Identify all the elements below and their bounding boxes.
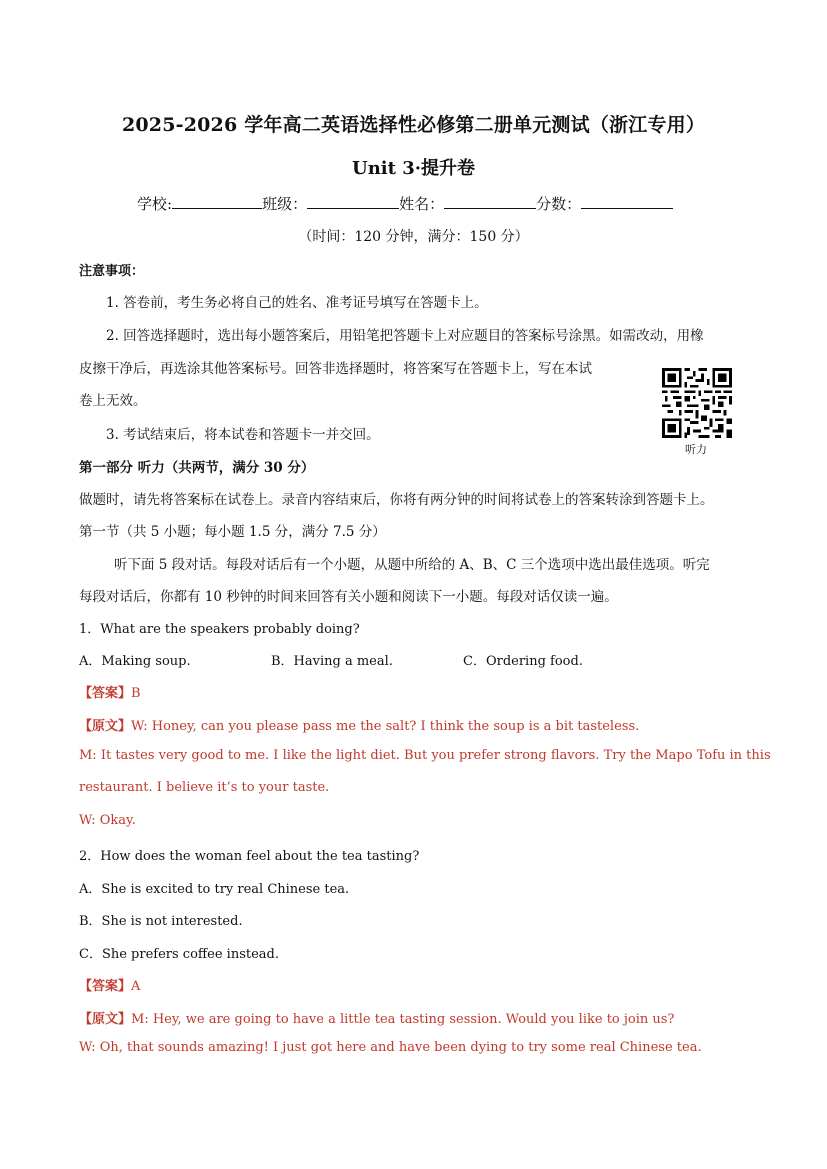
q1-option-b: B．Having a meal. xyxy=(271,654,393,669)
answer-value: A xyxy=(131,979,141,994)
note-item-2-line-3: 卷上无效。 xyxy=(79,393,147,409)
name-blank xyxy=(444,194,536,209)
transcript-label: 【原文】 xyxy=(79,719,132,734)
answer-value: B xyxy=(131,686,141,701)
question-1: 1．What are the speakers probably doing? xyxy=(79,622,360,637)
note-item-3: 3. 考试结束后，将本试卷和答题卡一并交回。 xyxy=(106,427,380,443)
notes-heading: 注意事项： xyxy=(79,264,145,279)
q2-transcript-line-2: W: Oh, that sounds amazing! I just got here and have been dying to try some real Chinese tea. xyxy=(79,1040,702,1055)
q2-answer xyxy=(79,975,140,994)
student-info-line xyxy=(137,193,673,214)
school-label: 学校: xyxy=(137,195,173,213)
q2-transcript-line-1 xyxy=(79,1008,674,1027)
q1-option-a: A．Making soup. xyxy=(79,654,191,669)
score-blank xyxy=(581,194,673,209)
q1-transcript-line-3: restaurant. I believe it’s to your taste. xyxy=(79,780,330,795)
q1-answer xyxy=(79,682,141,701)
page-title: 2025-2026 学年高二英语选择性必修第二册单元测试（浙江专用） xyxy=(121,114,706,136)
directions-line-2: 每段对话后，你都有 10 秒钟的时间来回答有关小题和阅读下一小题。每段对话仅读一遍。 xyxy=(79,589,618,605)
note-item-1: 1. 答卷前，考生务必将自己的姓名、准考证号填写在答题卡上。 xyxy=(106,295,488,311)
q1-transcript-line-4: W: Okay. xyxy=(79,813,136,828)
question-2: 2．How does the woman feel about the tea tasting? xyxy=(79,849,420,864)
note-item-2-line-2: 皮擦干净后，再选涂其他答案标号。回答非选择题时，将答案写在答题卡上，写在本试 xyxy=(79,361,592,377)
q1-option-c: C．Ordering food. xyxy=(463,654,583,669)
class-label: 班级： xyxy=(262,195,308,213)
q1-transcript-line-2: M: It tastes very good to me. I like the light diet. But you prefer strong flavors. Try the Mapo Tofu in this xyxy=(79,748,771,763)
q2-option-c: C．She prefers coffee instead. xyxy=(79,947,279,962)
transcript-text: M: Hey, we are going to have a little tea tasting session. Would you like to join us? xyxy=(131,1012,675,1027)
qr-code-label: 听力 xyxy=(685,443,707,456)
listening-qr-code[interactable] xyxy=(662,368,732,438)
class-blank xyxy=(307,194,399,209)
part1-heading: 第一部分 听力（共两节，满分 30 分） xyxy=(79,460,315,476)
q2-option-b: B．She is not interested. xyxy=(79,914,243,929)
q1-transcript-line-1 xyxy=(79,715,639,734)
transcript-label: 【原文】 xyxy=(79,1012,132,1027)
time-info: （时间：120 分钟，满分：150 分） xyxy=(298,229,529,245)
q2-option-a: A．She is excited to try real Chinese tea. xyxy=(79,882,350,897)
section1-heading: 第一节（共 5 小题；每小题 1.5 分，满分 7.5 分） xyxy=(79,524,386,540)
score-label: 分数： xyxy=(536,195,582,213)
directions-line-1: 听下面 5 段对话。每段对话后有一个小题，从题中所给的 A、B、C 三个选项中选出最佳选项。听完 xyxy=(114,557,710,573)
name-label: 姓名： xyxy=(399,195,445,213)
answer-label: 【答案】 xyxy=(79,686,132,701)
transcript-text: W: Honey, can you please pass me the salt? I think the soup is a bit tasteless. xyxy=(131,719,640,734)
note-item-2-line-1: 2. 回答选择题时，选出每小题答案后，用铅笔把答题卡上对应题目的答案标号涂黑。如需改动，用橡 xyxy=(106,328,704,344)
school-blank xyxy=(172,194,262,209)
unit-subtitle: Unit 3·提升卷 xyxy=(352,158,475,179)
answer-label: 【答案】 xyxy=(79,979,132,994)
part1-instruction: 做题时，请先将答案标在试卷上。录音内容结束后，你将有两分钟的时间将试卷上的答案转涂到答题卡上。 xyxy=(79,492,714,508)
